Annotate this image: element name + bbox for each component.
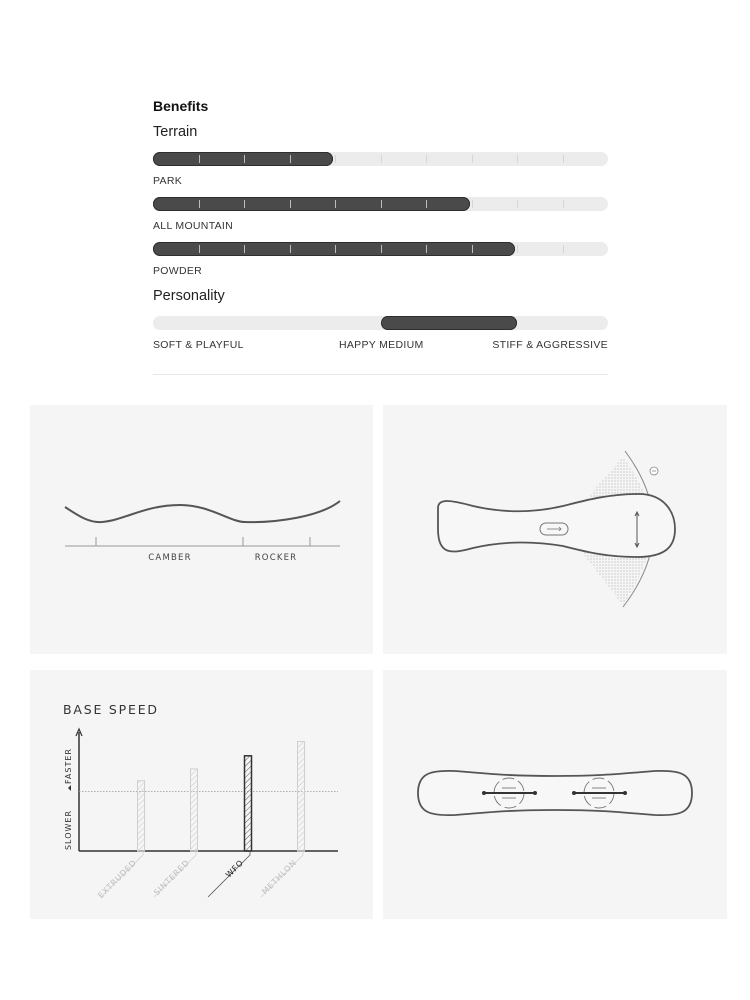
meter-tick	[199, 155, 200, 163]
meter-tick	[563, 200, 564, 208]
meter-tick	[244, 155, 245, 163]
faster-label: FASTER	[64, 748, 73, 784]
meter-tick	[426, 200, 427, 208]
stance-diagram	[383, 670, 727, 919]
camber-label: CAMBER	[148, 553, 192, 563]
snowboard-outline-icon	[418, 771, 692, 815]
terrain-label-powder: POWDER	[153, 265, 203, 277]
meter-tick	[381, 245, 382, 253]
meter-tick	[472, 155, 473, 163]
meter-tick	[517, 155, 518, 163]
meter-tick	[244, 245, 245, 253]
profile-curve	[65, 501, 340, 522]
speed-bar-extruded	[138, 781, 145, 851]
profile-panel	[30, 405, 373, 654]
rocker-label: ROCKER	[254, 553, 298, 563]
personality-labels	[153, 339, 608, 351]
terrain-meter-park	[153, 152, 608, 166]
meter-tick	[335, 200, 336, 208]
meter-tick	[472, 245, 473, 253]
slower-label: SLOWER	[64, 809, 73, 851]
snowboard-outline-icon	[438, 494, 675, 557]
category-label-wfo: WFO	[224, 858, 246, 880]
speed-bar-sintered	[191, 769, 198, 851]
meter-tick	[199, 245, 200, 253]
meter-tick	[563, 155, 564, 163]
terrain-meter-all-mountain	[153, 197, 608, 211]
meter-fill	[381, 316, 518, 330]
terrain-label-all-mountain: ALL MOUNTAIN	[153, 220, 234, 232]
meter-tick	[335, 245, 336, 253]
meter-tick	[517, 245, 518, 253]
meter-fill	[153, 242, 515, 256]
meter-tick	[381, 155, 382, 163]
base-speed-chart	[30, 670, 373, 919]
personality-label-medium: HAPPY MEDIUM	[339, 339, 424, 351]
benefits-title: Benefits	[153, 98, 209, 114]
sidecut-diagram	[383, 405, 727, 654]
terrain-meter-powder	[153, 242, 608, 256]
personality-heading: Personality	[153, 288, 225, 304]
meter-tick	[290, 200, 291, 208]
category-label-sintered: SINTERED	[152, 858, 192, 898]
speed-bar-methlon	[298, 742, 305, 851]
meter-tick	[335, 155, 336, 163]
category-label-extruded: EXTRUDED	[96, 858, 139, 901]
personality-label-soft: SOFT & PLAYFUL	[153, 339, 244, 351]
benefits-section	[153, 96, 608, 351]
meter-tick	[290, 245, 291, 253]
personality-label-stiff: STIFF & AGGRESSIVE	[492, 339, 608, 351]
base-speed-panel	[30, 670, 373, 919]
base-speed-title: BASE SPEED	[63, 702, 159, 717]
stance-panel	[383, 670, 727, 919]
meter-tick	[290, 155, 291, 163]
personality-meter	[153, 316, 608, 330]
terrain-heading: Terrain	[153, 124, 198, 140]
y-axis-midpoint-arrow-icon	[68, 785, 71, 791]
category-label-methlon: METHLON	[260, 858, 299, 897]
meter-tick	[381, 200, 382, 208]
meter-tick	[517, 200, 518, 208]
meter-tick	[426, 155, 427, 163]
meter-fill	[153, 197, 470, 211]
meter-tick	[563, 245, 564, 253]
meter-tick	[472, 200, 473, 208]
terrain-label-park: PARK	[153, 175, 183, 187]
meter-tick	[244, 200, 245, 208]
meter-fill	[153, 152, 333, 166]
speed-bar-wfo	[245, 756, 252, 851]
board-profile-diagram	[30, 405, 373, 654]
meter-tick	[199, 200, 200, 208]
meter-tick	[426, 245, 427, 253]
section-divider	[153, 374, 608, 375]
sidecut-panel	[383, 405, 727, 654]
